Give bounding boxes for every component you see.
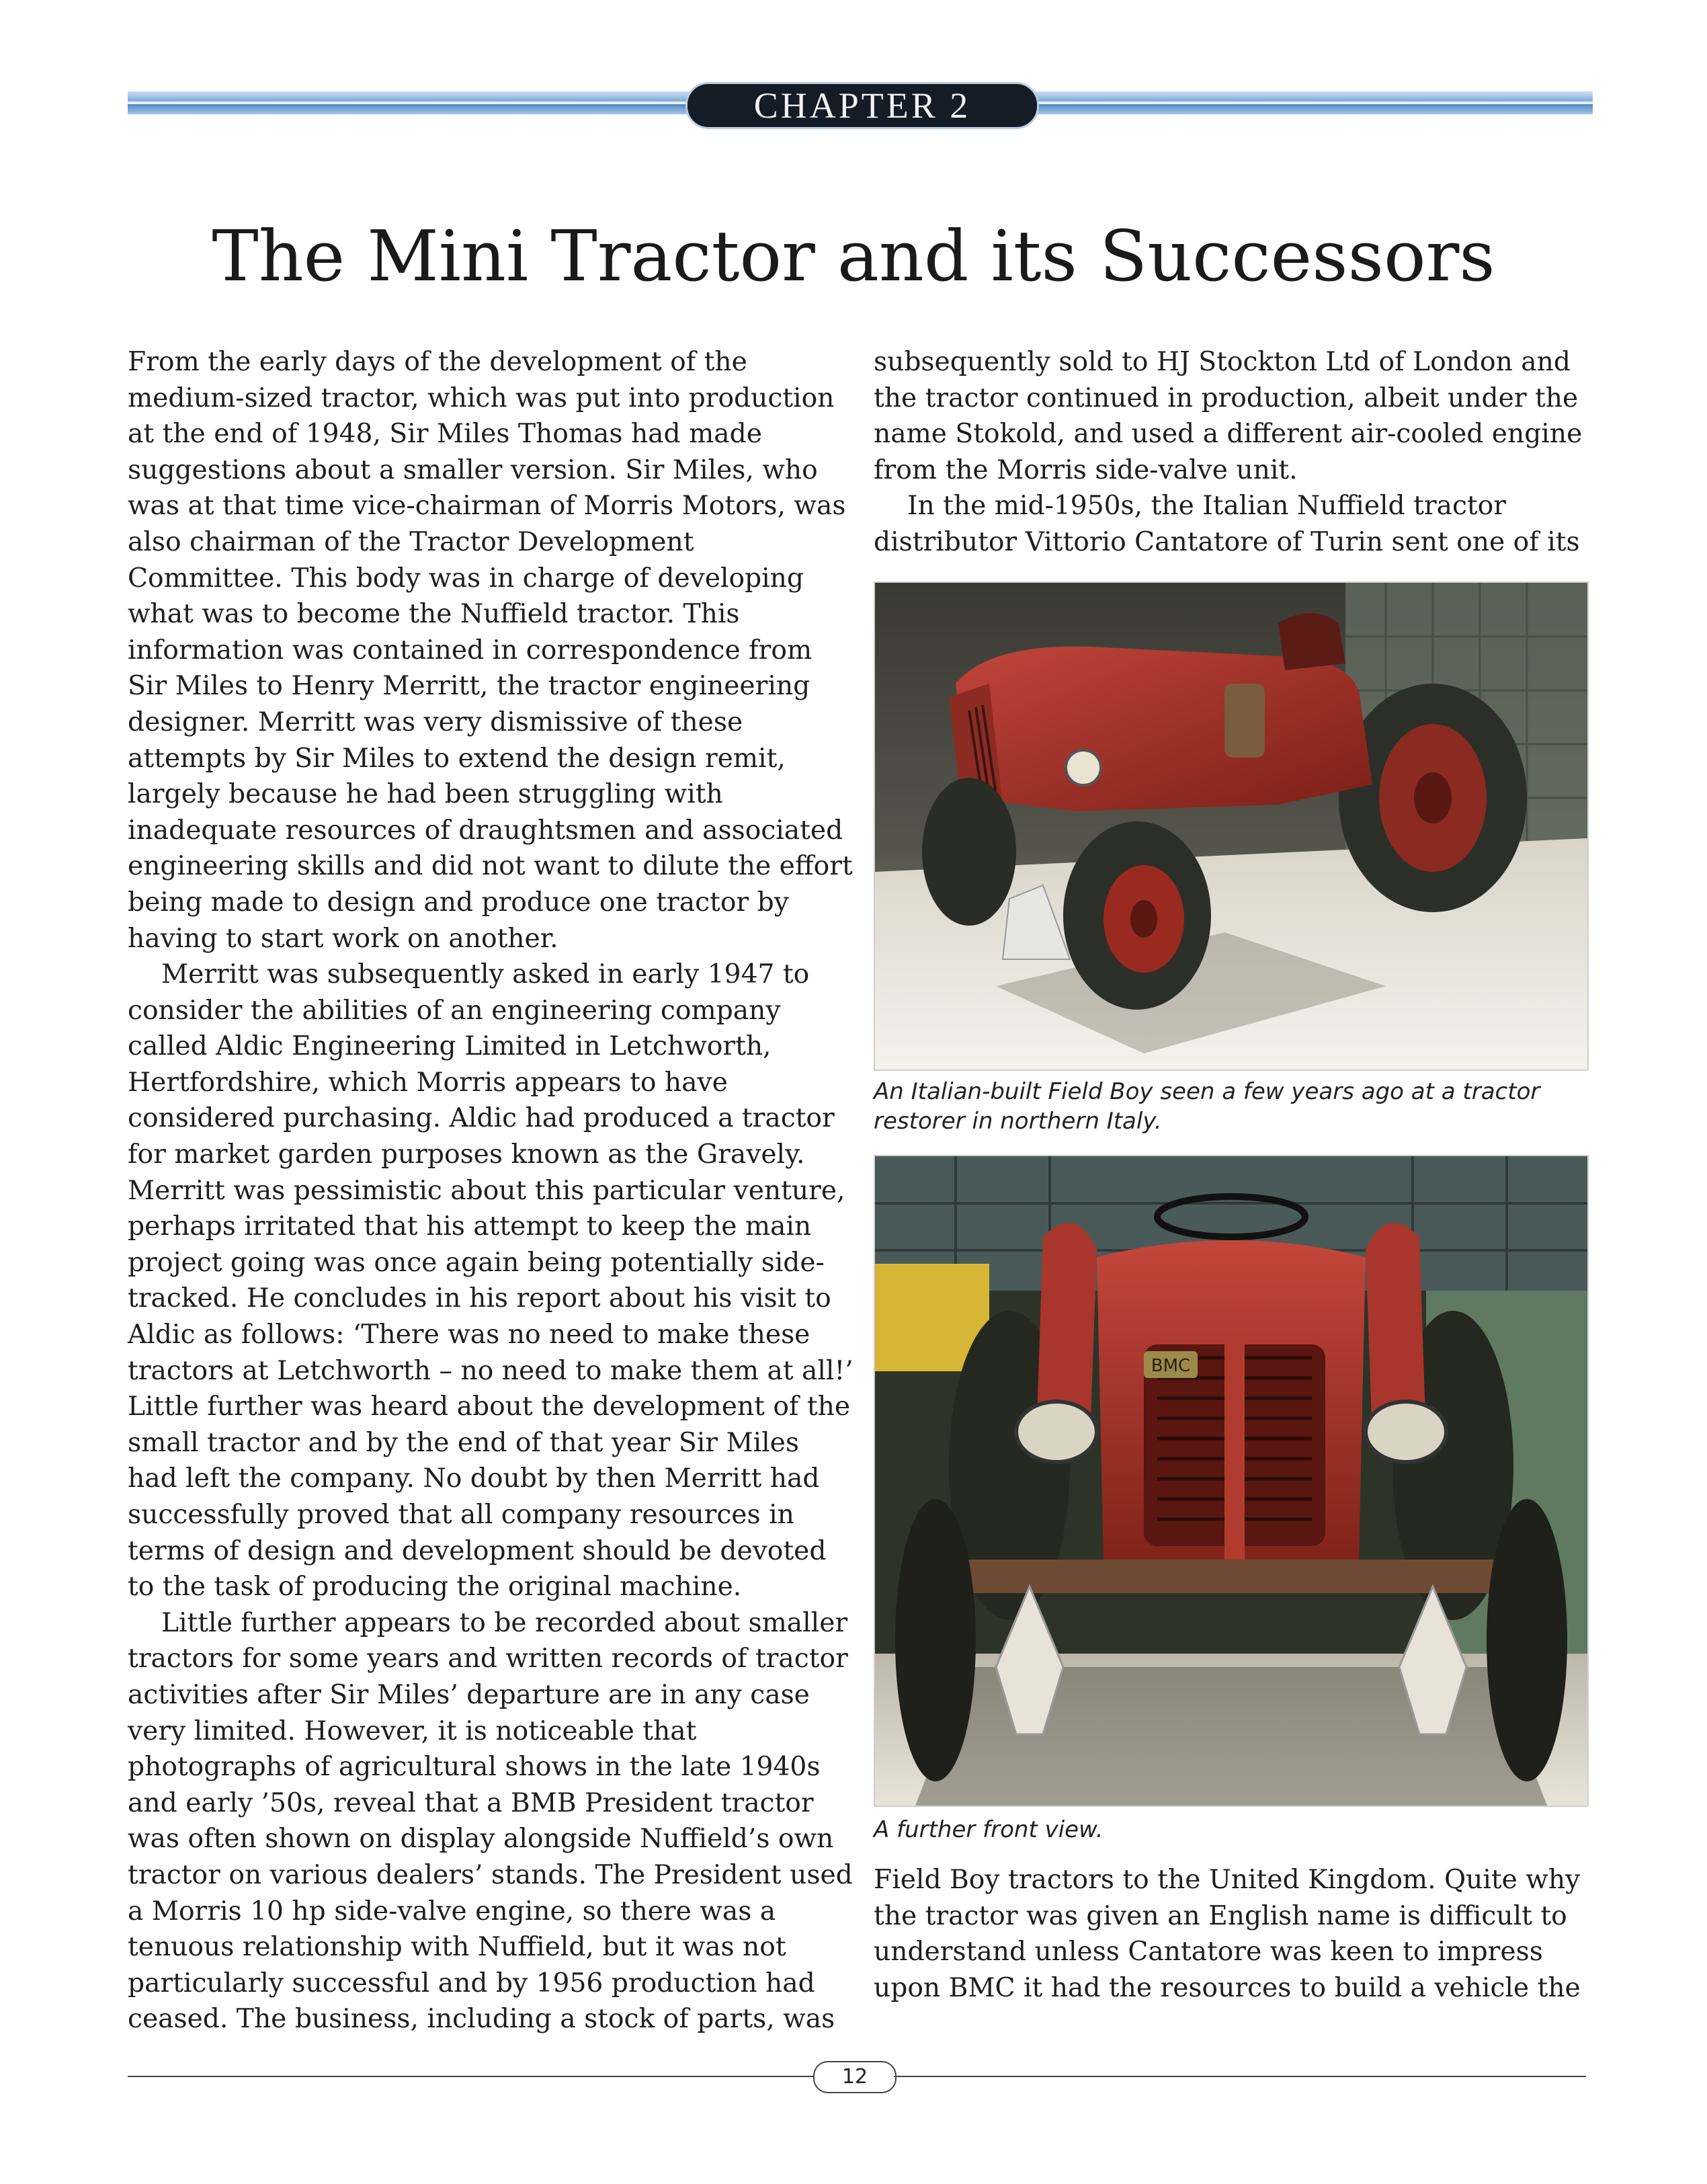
footer-rule-left	[128, 2076, 813, 2077]
footer-rule-right	[894, 2076, 1586, 2077]
paragraph: In the mid-1950s, the Italian Nuffield tractor distributor Vittorio Cantatore of Turin sent one of its	[874, 491, 1580, 557]
paragraph: Field Boy tractors to the United Kingdom. Quite why the tractor was given an English name is difficult to understand unless Cantatore was keen to impress upon BMC it had the resources to build a vehicle the	[874, 1865, 1581, 2003]
right-column-bottom	[874, 1862, 1599, 2006]
bmc-badge: BMC	[1151, 1356, 1191, 1376]
photo-caption: A further front view.	[874, 1816, 1104, 1843]
chapter-label: CHAPTER 2	[685, 82, 1039, 129]
paragraph: Merritt was subsequently asked in early 1947 to consider the abilities of an engineering company called Aldic Engineering Limited in Letchworth, Hertfordshire, which Morris appears to have considered purchasing. Aldic had produced a tractor for market garden purposes known as the Gravely. Merritt was pessimistic about this particular venture, perhaps irritated that his attempt to keep the main project going was once again being potentially side-tracked. He concludes in his report about his visit to Aldic as follows: ‘There was no need to make these tractors at Letchworth – no need to make them at all!’ Little further was heard about the development of the small tractor and by the end of that year Sir Miles had left the company. No doubt by then Merritt had successfully proved that all company resources in terms of design and development should be devoted to the task of producing the original machine.	[128, 959, 854, 1603]
paragraph: Little further appears to be recorded about smaller tractors for some years and written records of tractor activities after Sir Miles’ departure are in any case very limited. However, it is noticeable that photographs of agricultural shows in the late 1940s and early ’50s, reveal that a BMB President tractor was often shown on display alongside Nuffield’s own tractor on various dealers’ stands. The President used a Morris 10 hp side-valve engine, so there was a tenuous relationship with Nuffield, but it was not particularly successful and by 1956 production had ceased. The business, including a stock of parts, was	[128, 1607, 853, 2035]
paragraph: subsequently sold to HJ Stockton Ltd of London and the tractor continued in production, albeit under the name Stokold, and used a different air-cooled engine from the Morris side-valve unit.	[874, 347, 1583, 485]
page-number: 12	[813, 2061, 897, 2093]
page-title: The Mini Tractor and its Successors	[212, 215, 1495, 297]
paragraph: From the early days of the development of the medium-sized tractor, which was put into production at the end of 1948, Sir Miles Thomas had made suggestions about a smaller version. Sir Miles, who was at that time vice-chairman of Morris Motors, was also chairman of the Tractor Development Committee. This body was in charge of developing what was to become the Nuffield tractor. This information was contained in correspondence from Sir Miles to Henry Merritt, the tractor engineering designer. Merritt was very dismissive of these attempts by Sir Miles to extend the design remit, largely because he had been struggling with inadequate resources of draughtsmen and associated engineering skills and did not want to dilute the effort being made to design and produce one tractor by having to start work on another.	[128, 347, 853, 954]
photo-caption: An Italian-built Field Boy seen a few years ago at a tractor restorer in northern Italy.	[874, 1078, 1540, 1135]
right-column-top	[874, 344, 1599, 561]
left-column	[128, 344, 854, 2037]
tractor-front-photo	[874, 1155, 1589, 1807]
tractor-side-photo	[874, 581, 1589, 1071]
